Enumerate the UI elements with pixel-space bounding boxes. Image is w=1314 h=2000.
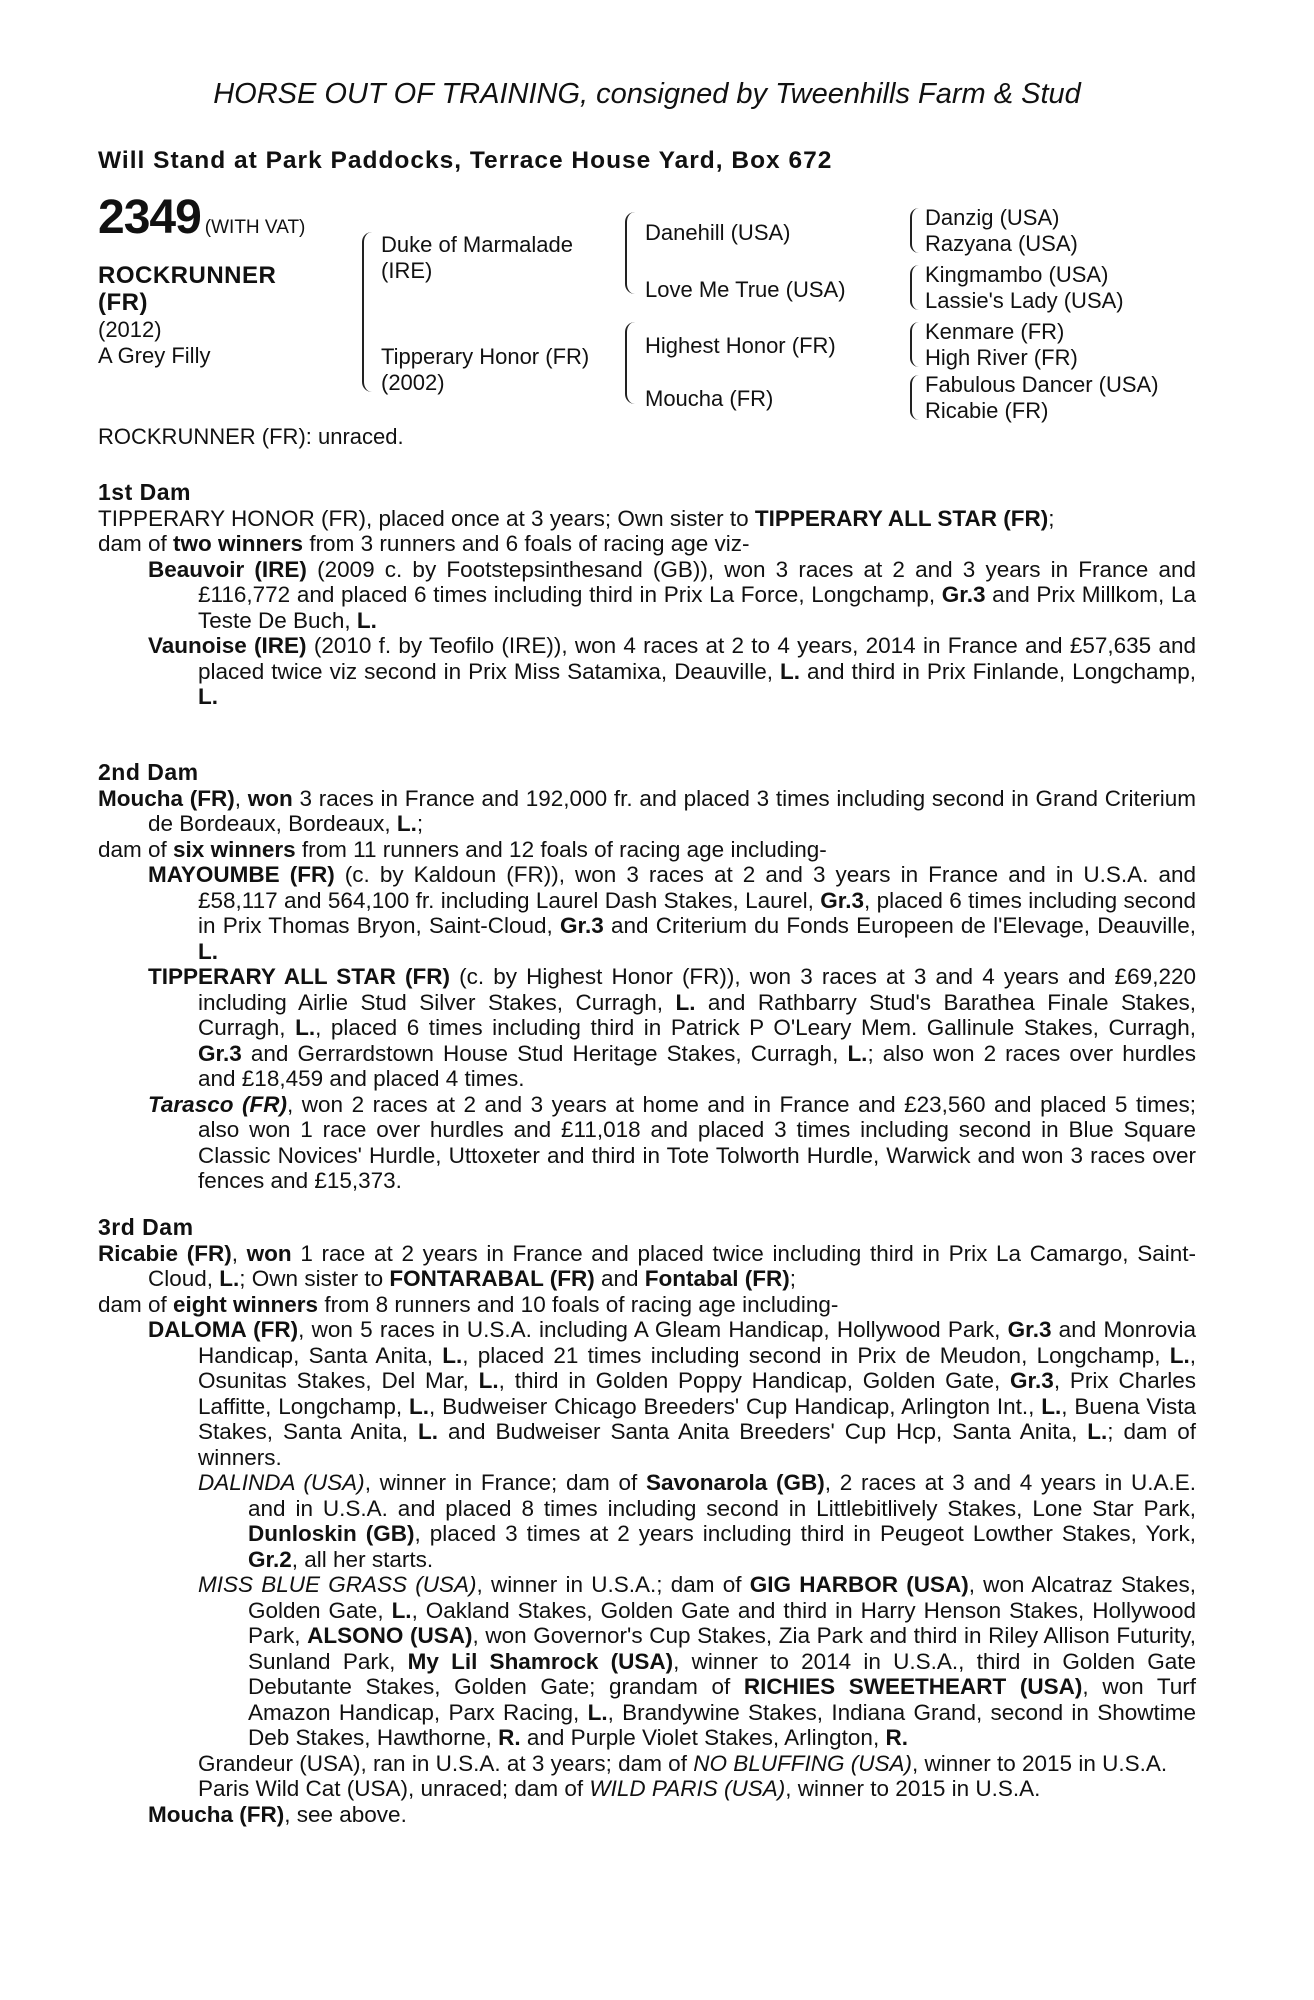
- pedigree-g6: High River (FR): [925, 345, 1078, 370]
- horse-name: [98, 262, 328, 316]
- third-dam-entry-daloma: DALOMA (FR), won 5 races in U.S.A. including A Gleam Handicap, Hollywood Park, Gr.3 and Monrovia Handicap, Santa Anita, L., placed 21 times including second in Prix de Meudon, Longchamp, L., Osunitas Stakes, Del Mar, L., third in Golden Poppy Handicap, Golden Gate, Gr.3, Prix Charles Laffitte, Longchamp, L., Budweiser Chicago Breeders' Cup Handicap, Arlington Int., L., Buena Vista Stakes, Santa Anita, L. and Budweiser Santa Anita Breeders' Cup Hcp, Santa Anita, L.; dam of winners.: [148, 1317, 1196, 1470]
- pedigree-sire-dam: Love Me True (USA): [645, 277, 846, 302]
- pedigree-brace-g56: [910, 322, 919, 367]
- pedigree-g4: Lassie's Lady (USA): [925, 288, 1124, 313]
- lot-number-block: [98, 191, 306, 244]
- third-dam-entry-paris-wild-cat: Paris Wild Cat (USA), unraced; dam of WILD PARIS (USA), winner to 2015 in U.S.A.: [198, 1776, 1041, 1801]
- first-dam-entry-vaunoise: Vaunoise (IRE) (2010 f. by Teofilo (IRE)), won 4 races at 2 to 4 years, 2014 in France and £57,635 and placed twice viz second in Prix Miss Satamixa, Deauville, L. and third in Prix Finlande, Longchamp, L.: [148, 633, 1196, 709]
- third-dam-summary: Ricabie (FR), won 1 race at 2 years in France and placed twice including third in Prix La Camargo, Saint-Cloud, L.; Own sister to FONTARABAL (FR) and Fontabal (FR);: [98, 1240, 1196, 1291]
- stand-location: Will Stand at Park Paddocks, Terrace House Yard, Box 672: [98, 147, 833, 174]
- second-dam-entry-mayoumbe: MAYOUMBE (FR) (c. by Kaldoun (FR)), won 3 races at 2 and 3 years in France and in U.S.A. and £58,117 and 564,100 fr. including Laurel Dash Stakes, Laurel, Gr.3, placed 6 times including second in Prix Thomas Bryon, Saint-Cloud, Gr.3 and Criterium du Fonds Europeen de l'Elevage, Deauville, L.: [148, 862, 1196, 964]
- pedigree-g1: Danzig (USA): [925, 205, 1060, 230]
- pedigree-dam-dam: Moucha (FR): [645, 386, 774, 411]
- pedigree-sire-sire: Danehill (USA): [645, 220, 791, 245]
- third-dam-entry-dalinda: DALINDA (USA), winner in France; dam of Savonarola (GB), 2 races at 3 and 4 years in U.A.E. and in U.S.A. and placed 8 times including second in Littlebitlively Stakes, Lone Star Park, Dunloskin (GB), placed 3 times at 2 years including third in Peugeot Lowther Stakes, York, Gr.2, all her starts.: [198, 1470, 1196, 1572]
- second-dam-produce: dam of six winners from 11 runners and 12 foals of racing age including-: [98, 836, 827, 862]
- third-dam-produce: dam of eight winners from 8 runners and 10 foals of racing age including-: [98, 1291, 839, 1317]
- second-dam-entry-tipperary: TIPPERARY ALL STAR (FR) (c. by Highest Honor (FR)), won 3 races at 3 and 4 years and £69,220 including Airlie Stud Silver Stakes, Curragh, L. and Rathbarry Stud's Barathea Finale Stakes, Curragh, L., placed 6 times including third in Patrick P O'Leary Mem. Gallinule Stakes, Curragh, Gr.3 and Gerrardstown House Stud Heritage Stakes, Curragh, L.; also won 2 races over hurdles and £18,459 and placed 4 times.: [148, 964, 1196, 1091]
- horse-meta: [98, 317, 210, 369]
- horse-name-line1: ROCKRUNNER: [98, 262, 277, 289]
- pedigree-brace-main: [362, 232, 372, 392]
- second-dam-title: 2nd Dam: [98, 759, 199, 785]
- vat-note: (WITH VAT): [204, 217, 306, 238]
- lot-number: 2349: [98, 191, 201, 244]
- third-dam-entry-moucha: Moucha (FR), see above.: [148, 1801, 407, 1827]
- second-dam-section: [98, 760, 1196, 1194]
- horse-description: A Grey Filly: [98, 343, 211, 368]
- pedigree-g5: Kenmare (FR): [925, 319, 1065, 344]
- pedigree-g2: Razyana (USA): [925, 231, 1078, 256]
- pedigree-brace-g78: [910, 375, 919, 420]
- pedigree-dam: Tipperary Honor (FR) (2002): [381, 344, 590, 395]
- first-dam-summary: TIPPERARY HONOR (FR), placed once at 3 years; Own sister to TIPPERARY ALL STAR (FR);: [98, 505, 1055, 531]
- first-dam-entry-beauvoir: Beauvoir (IRE) (2009 c. by Footstepsinthesand (GB)), won 3 races at 2 and 3 years in France and £116,772 and placed 6 times including third in Prix La Force, Longchamp, Gr.3 and Prix Millkom, La Teste De Buch, L.: [148, 556, 1196, 633]
- consignment-header: HORSE OUT OF TRAINING, consigned by Tweenhills Farm & Stud: [213, 78, 1081, 110]
- horse-name-line2: (FR): [98, 289, 148, 316]
- second-dam-summary: Moucha (FR), won 3 races in France and 192,000 fr. and placed 3 times including second in Grand Criterium de Bordeaux, Bordeaux, L.;: [98, 785, 1196, 836]
- second-dam-entry-tarasco: Tarasco (FR), won 2 races at 2 and 3 years at home and in France and £23,560 and placed 5 times; also won 1 race over hurdles and £11,018 and placed 3 times including second in Blue Square Classic Novices' Hurdle, Uttoxeter and third in Tote Tolworth Hurdle, Warwick and won 3 races over fences and £15,373.: [148, 1091, 1196, 1193]
- pedigree-sire: Duke of Marmalade (IRE): [381, 232, 573, 283]
- third-dam-title: 3rd Dam: [98, 1214, 194, 1240]
- third-dam-entry-miss-blue-grass: MISS BLUE GRASS (USA), winner in U.S.A.; dam of GIG HARBOR (USA), won Alcatraz Stakes, Golden Gate, L., Oakland Stakes, Golden Gate and third in Harry Henson Stakes, Hollywood Park, ALSONO (USA), won Governor's Cup Stakes, Zia Park and third in Riley Allison Futurity, Sunland Park, My Lil Shamrock (USA), winner to 2014 in U.S.A., third in Golden Gate Debutante Stakes, Golden Gate; grandam of RICHIES SWEETHEART (USA), won Turf Amazon Handicap, Parx Racing, L., Brandywine Stakes, Indiana Grand, second in Showtime Deb Stakes, Hawthorne, R. and Purple Violet Stakes, Arlington, R.: [198, 1572, 1196, 1750]
- pedigree-g8: Ricabie (FR): [925, 398, 1049, 423]
- pedigree-dam-sire: Highest Honor (FR): [645, 333, 836, 358]
- pedigree-brace-dam: [625, 322, 635, 404]
- race-record: ROCKRUNNER (FR): unraced.: [98, 424, 404, 449]
- first-dam-produce: dam of two winners from 3 runners and 6 foals of racing age viz-: [98, 531, 750, 556]
- pedigree-brace-g12: [910, 208, 919, 253]
- horse-year: (2012): [98, 317, 162, 342]
- pedigree-g3: Kingmambo (USA): [925, 262, 1109, 287]
- pedigree-brace-sire: [625, 212, 635, 294]
- first-dam-title: 1st Dam: [98, 479, 191, 505]
- third-dam-entry-grandeur: Grandeur (USA), ran in U.S.A. at 3 years; dam of NO BLUFFING (USA), winner to 2015 in U.S.A.: [198, 1750, 1168, 1776]
- third-dam-section: [98, 1215, 1196, 1827]
- pedigree-brace-g34: [910, 265, 919, 310]
- first-dam-section: [98, 480, 1196, 710]
- pedigree-g7: Fabulous Dancer (USA): [925, 372, 1159, 397]
